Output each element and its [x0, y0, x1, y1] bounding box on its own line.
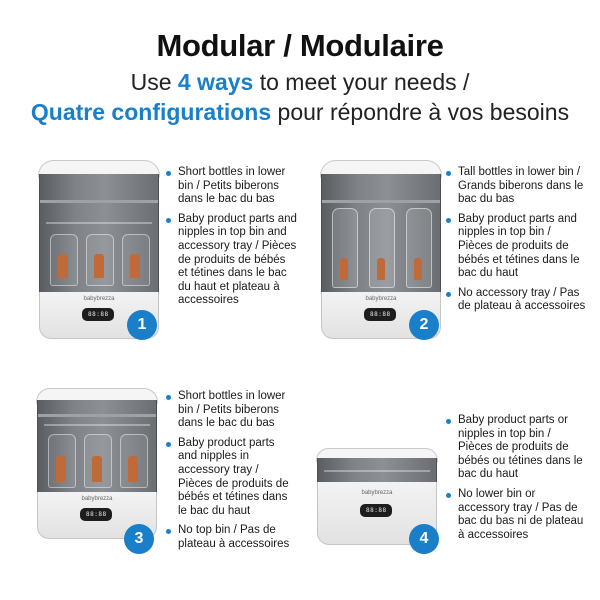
subtitle-english-suffix: to meet your needs / — [253, 69, 470, 95]
list-item-text: Baby product parts and nipples in accessory tray / Pièces de produits de bébés et tétines dans le bac du haut — [178, 436, 289, 517]
display-digits: 88:88 — [88, 311, 109, 318]
tank — [39, 174, 159, 292]
list-item — [166, 166, 298, 207]
subtitle-french-suffix: pour répondre à vos besoins — [271, 99, 570, 125]
display-digits: 88:88 — [86, 511, 107, 518]
config-badge-3: 3 — [124, 524, 154, 554]
brand-logo: babybrezza — [83, 296, 115, 302]
list-item — [166, 213, 298, 308]
config-badge-1: 1 — [127, 310, 157, 340]
subtitle-french-emphasis: Quatre configurations — [30, 99, 272, 125]
list-item-text: Short bottles in lower bin / Petits biberons dans le bac du bas — [178, 390, 286, 430]
config-badge-2: 2 — [409, 310, 439, 340]
brand-logo: babybrezza — [361, 490, 393, 496]
config-3-list — [166, 390, 296, 558]
control-panel — [360, 504, 392, 517]
subtitle-french — [0, 99, 600, 126]
bullet-icon — [166, 395, 171, 400]
list-item — [446, 287, 588, 314]
list-item-text: No lower bin or accessory tray / Pas de bac du bas ni de plateau à accessoires — [458, 487, 584, 541]
brand-logo: babybrezza — [81, 496, 113, 502]
config-4-list — [446, 414, 588, 548]
control-panel — [82, 308, 114, 321]
bullet-icon — [446, 419, 451, 424]
list-item — [446, 166, 588, 207]
list-item-text: No top bin / Pas de plateau à accessoires — [178, 524, 290, 550]
list-item — [446, 414, 588, 482]
tank — [317, 458, 437, 482]
list-item — [446, 213, 588, 281]
list-item-text: Tall bottles in lower bin / Grands biberons dans le bac du bas — [458, 166, 584, 206]
list-item-text: Baby product parts and nipples in top bin and accessory tray / Pièces de produits de bébés et tétines dans le bac du haut et plateau à accessoires — [178, 212, 297, 307]
control-panel — [364, 308, 396, 321]
list-item — [446, 488, 588, 542]
list-item — [166, 524, 296, 551]
bullet-icon — [166, 171, 171, 176]
bullet-icon — [446, 171, 451, 176]
display-digits: 88:88 — [370, 311, 391, 318]
list-item-text: Baby product parts and nipples in top bin / Pièces de produits de bébés et tétines dans le bac du haut — [458, 212, 580, 280]
subtitle-english-prefix: Use — [130, 69, 178, 95]
subtitle-english — [0, 69, 600, 96]
display-digits: 88:88 — [366, 507, 387, 514]
bullet-icon — [446, 493, 451, 498]
bullet-icon — [446, 218, 451, 223]
tank — [37, 400, 157, 492]
config-badge-4: 4 — [409, 524, 439, 554]
list-item — [166, 390, 296, 431]
bullet-icon — [446, 292, 451, 297]
bullet-icon — [166, 529, 171, 534]
list-item-text: No accessory tray / Pas de plateau à accessoires — [458, 286, 586, 313]
list-item-text: Baby product parts or nipples in top bin / Pièces de produits de bébés ou tétines dans le bac du haut — [458, 414, 583, 481]
list-item-text: Short bottles in lower bin / Petits biberons dans le bac du bas — [178, 166, 286, 206]
control-panel — [80, 508, 112, 521]
config-1-list — [166, 166, 298, 314]
config-2-list — [446, 166, 588, 320]
brand-logo: babybrezza — [365, 296, 397, 302]
tank — [321, 174, 441, 292]
bullet-icon — [166, 442, 171, 447]
subtitle-english-emphasis: 4 ways — [177, 69, 254, 95]
list-item — [166, 437, 296, 519]
page-title: Modular / Modulaire — [156, 28, 444, 63]
bullet-icon — [166, 218, 171, 223]
